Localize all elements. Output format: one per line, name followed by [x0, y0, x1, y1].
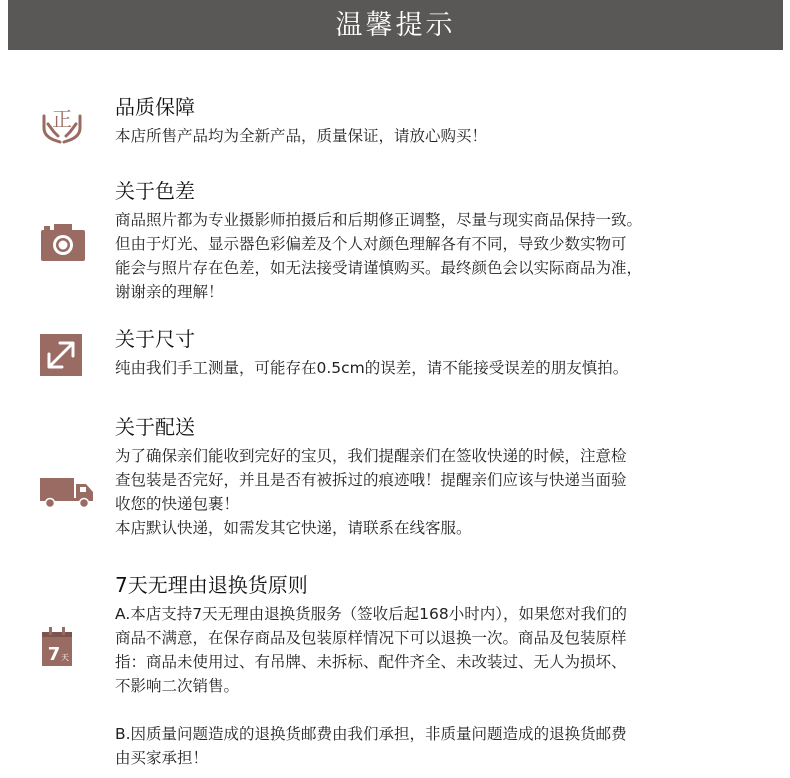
section-title: 7天无理由退换货原则 [115, 573, 308, 597]
section-line: 本店默认快递，如需发其它快递，请联系在线客服。 [115, 519, 472, 537]
section-line: 指：商品未使用过、有吊牌、未拆标、配件齐全、未改装过、无人为损坏、 [115, 653, 627, 671]
section-line: 收您的快递包裹！ [115, 495, 240, 513]
section-line: 本店所售产品均为全新产品，质量保证，请放心购买！ [115, 127, 488, 145]
section-line: 不影响二次销售。 [115, 677, 240, 695]
section-size-text [115, 326, 775, 380]
camera-icon [40, 222, 86, 266]
hands-zheng-icon [40, 102, 84, 148]
banner-title: 温馨提示 [335, 9, 456, 41]
section-color-text [115, 178, 775, 304]
section-line: 纯由我们手工测量，可能存在0.5cm的误差，请不能接受误差的朋友慎拍。 [115, 359, 629, 377]
zheng-char: 正 [52, 107, 72, 131]
section-line: 商品不满意，在保存商品及包装原样情况下可以退换一次。商品及包装原样 [115, 629, 627, 647]
section-return-text [115, 572, 775, 770]
calendar-seven: 7 [47, 644, 61, 665]
section-line: 能会与照片存在色差，如无法接受请谨慎购买。最终颜色会以实际商品为准， [115, 259, 643, 277]
section-line: 商品照片都为专业摄影师拍摄后和后期修正调整，尽量与现实商品保持一致。 [115, 211, 643, 229]
section-line: A.本店支持7天无理由退换货服务（签收后起168小时内），如果您对我们的 [115, 605, 627, 623]
section-title: 关于配送 [115, 415, 195, 439]
section-title: 关于色差 [115, 179, 195, 203]
section-line: 但由于灯光、显示器色彩偏差及个人对颜色理解各有不同，导致少数实物可 [115, 235, 627, 253]
calendar-day: 天 [61, 653, 69, 662]
calendar-7-icon [40, 626, 74, 672]
section-line: 为了确保亲们能收到完好的宝贝，我们提醒亲们在签收快递的时候，注意检 [115, 447, 627, 465]
section-delivery-text [115, 414, 775, 540]
section-line: 查包装是否完好，并且是否有被拆过的痕迹哦！提醒亲们应该与快递当面验 [115, 471, 627, 489]
section-quality-text [115, 94, 775, 148]
header-banner [8, 0, 783, 50]
section-line: B.因质量问题造成的退换货邮费由我们承担，非质量问题造成的退换货邮费 [115, 725, 627, 743]
resize-arrow-icon [40, 334, 82, 380]
section-line: 谢谢亲的理解！ [115, 283, 224, 301]
truck-icon [40, 476, 94, 512]
section-line: 由买家承担！ [115, 749, 209, 767]
section-title: 关于尺寸 [115, 327, 195, 351]
section-title: 品质保障 [115, 95, 195, 119]
